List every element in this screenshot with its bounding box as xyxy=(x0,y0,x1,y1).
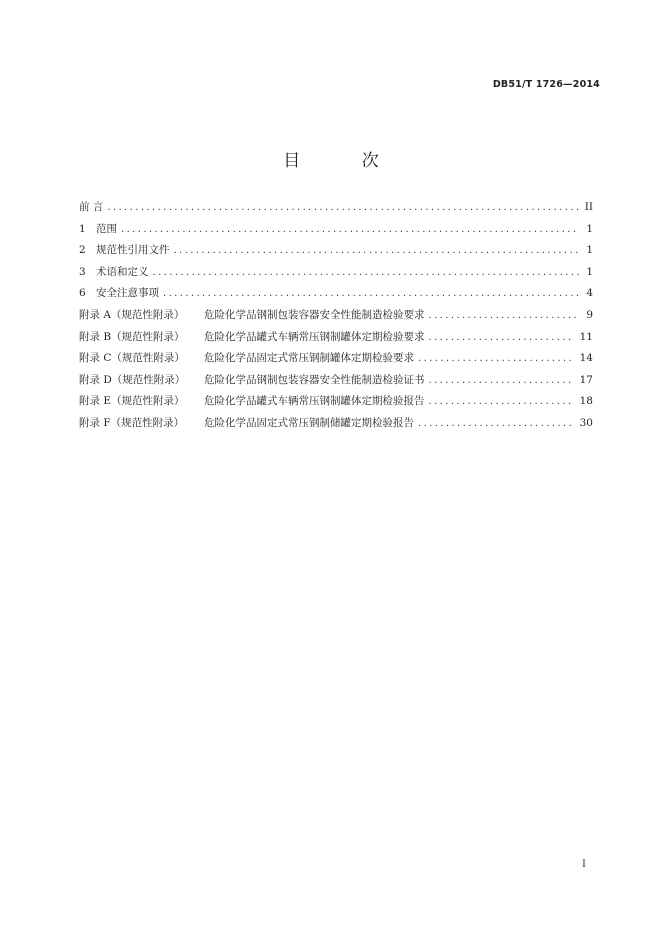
toc-entry-number: 附录 F（规范性附录） xyxy=(79,416,185,429)
toc-leader-dots xyxy=(429,373,574,389)
toc-entry-label xyxy=(79,307,425,323)
toc-entry-number: 1 xyxy=(79,222,86,235)
toc-entry-annex-e[interactable] xyxy=(79,393,593,415)
toc-entry-page: 14 xyxy=(579,352,593,365)
toc-entry-label xyxy=(79,350,414,366)
toc-entry-number: 3 xyxy=(79,265,86,278)
toc-entry-title: 危险化学品固定式常压钢制罐体定期检验要求 xyxy=(204,352,414,365)
toc-entry-page: 17 xyxy=(579,373,593,386)
toc-entry-number: 附录 A（规范性附录） xyxy=(79,308,185,321)
toc-entry-foreword[interactable] xyxy=(79,199,593,221)
toc-entry-annex-a[interactable] xyxy=(79,307,593,329)
table-of-contents xyxy=(79,199,593,437)
page-title: 目 次 xyxy=(283,151,407,171)
toc-entry-title: 规范性引用文件 xyxy=(96,244,170,257)
toc-entry-label xyxy=(79,393,425,409)
toc-entry-label xyxy=(79,199,103,215)
toc-leader-dots xyxy=(418,351,574,367)
toc-leader-dots xyxy=(153,265,580,281)
toc-leader-dots xyxy=(121,222,579,238)
toc-entry-page: 1 xyxy=(586,244,593,257)
toc-leader-dots xyxy=(418,416,574,432)
toc-entry-title: 安全注意事项 xyxy=(96,287,159,300)
toc-entry-annex-c[interactable] xyxy=(79,350,593,372)
toc-entry-page: 4 xyxy=(586,287,593,300)
toc-entry-terms-definitions[interactable] xyxy=(79,264,593,286)
toc-leader-dots xyxy=(107,200,578,216)
document-code: DB51/T 1726—2014 xyxy=(492,79,600,90)
toc-entry-page: II xyxy=(584,201,593,213)
toc-entry-title: 危险化学品固定式常压钢制储罐定期检验报告 xyxy=(204,416,414,429)
toc-entry-page: 18 xyxy=(579,395,593,408)
toc-entry-number: 附录 B（规范性附录） xyxy=(79,330,185,343)
toc-entry-normative-references[interactable] xyxy=(79,242,593,264)
toc-entry-number: 6 xyxy=(79,287,86,300)
toc-entry-number: 附录 E（规范性附录） xyxy=(79,395,185,408)
toc-entry-title: 危险化学品钢制包装容器安全性能制造检验证书 xyxy=(204,373,425,386)
toc-entry-title: 范围 xyxy=(96,222,117,235)
toc-entry-number: 2 xyxy=(79,244,86,257)
toc-entry-number: 附录 C（规范性附录） xyxy=(79,352,185,365)
toc-entry-page: 9 xyxy=(586,308,593,321)
toc-leader-dots xyxy=(174,243,580,259)
toc-leader-dots xyxy=(429,394,574,410)
toc-entry-page: 11 xyxy=(579,330,593,343)
toc-entry-page: 1 xyxy=(586,222,593,235)
toc-entry-number: 附录 D（规范性附录） xyxy=(79,373,186,386)
toc-entry-title: 危险化学品罐式车辆常压钢制罐体定期检验要求 xyxy=(204,330,425,343)
toc-entry-label xyxy=(79,221,117,237)
page-number: I xyxy=(582,859,586,870)
toc-entry-label xyxy=(79,415,414,431)
toc-entry-annex-d[interactable] xyxy=(79,372,593,394)
toc-entry-page: 30 xyxy=(579,416,593,429)
toc-entry-label xyxy=(79,329,425,345)
toc-leader-dots xyxy=(429,308,580,324)
toc-entry-title: 危险化学品钢制包装容器安全性能制造检验要求 xyxy=(204,308,425,321)
toc-entry-safety-notes[interactable] xyxy=(79,285,593,307)
toc-entry-title: 术语和定义 xyxy=(96,265,149,278)
toc-entry-number: 前 言 xyxy=(79,201,104,213)
toc-entry-annex-b[interactable] xyxy=(79,329,593,351)
toc-entry-label xyxy=(79,285,159,301)
toc-entry-title: 危险化学品罐式车辆常压钢制罐体定期检验报告 xyxy=(204,395,425,408)
toc-entry-annex-f[interactable] xyxy=(79,415,593,437)
toc-entry-label xyxy=(79,372,425,388)
toc-leader-dots xyxy=(163,286,579,302)
toc-entry-label xyxy=(79,242,170,258)
toc-entry-label xyxy=(79,264,149,280)
toc-entry-scope[interactable] xyxy=(79,221,593,243)
toc-entry-page: 1 xyxy=(586,265,593,278)
toc-leader-dots xyxy=(429,330,574,346)
